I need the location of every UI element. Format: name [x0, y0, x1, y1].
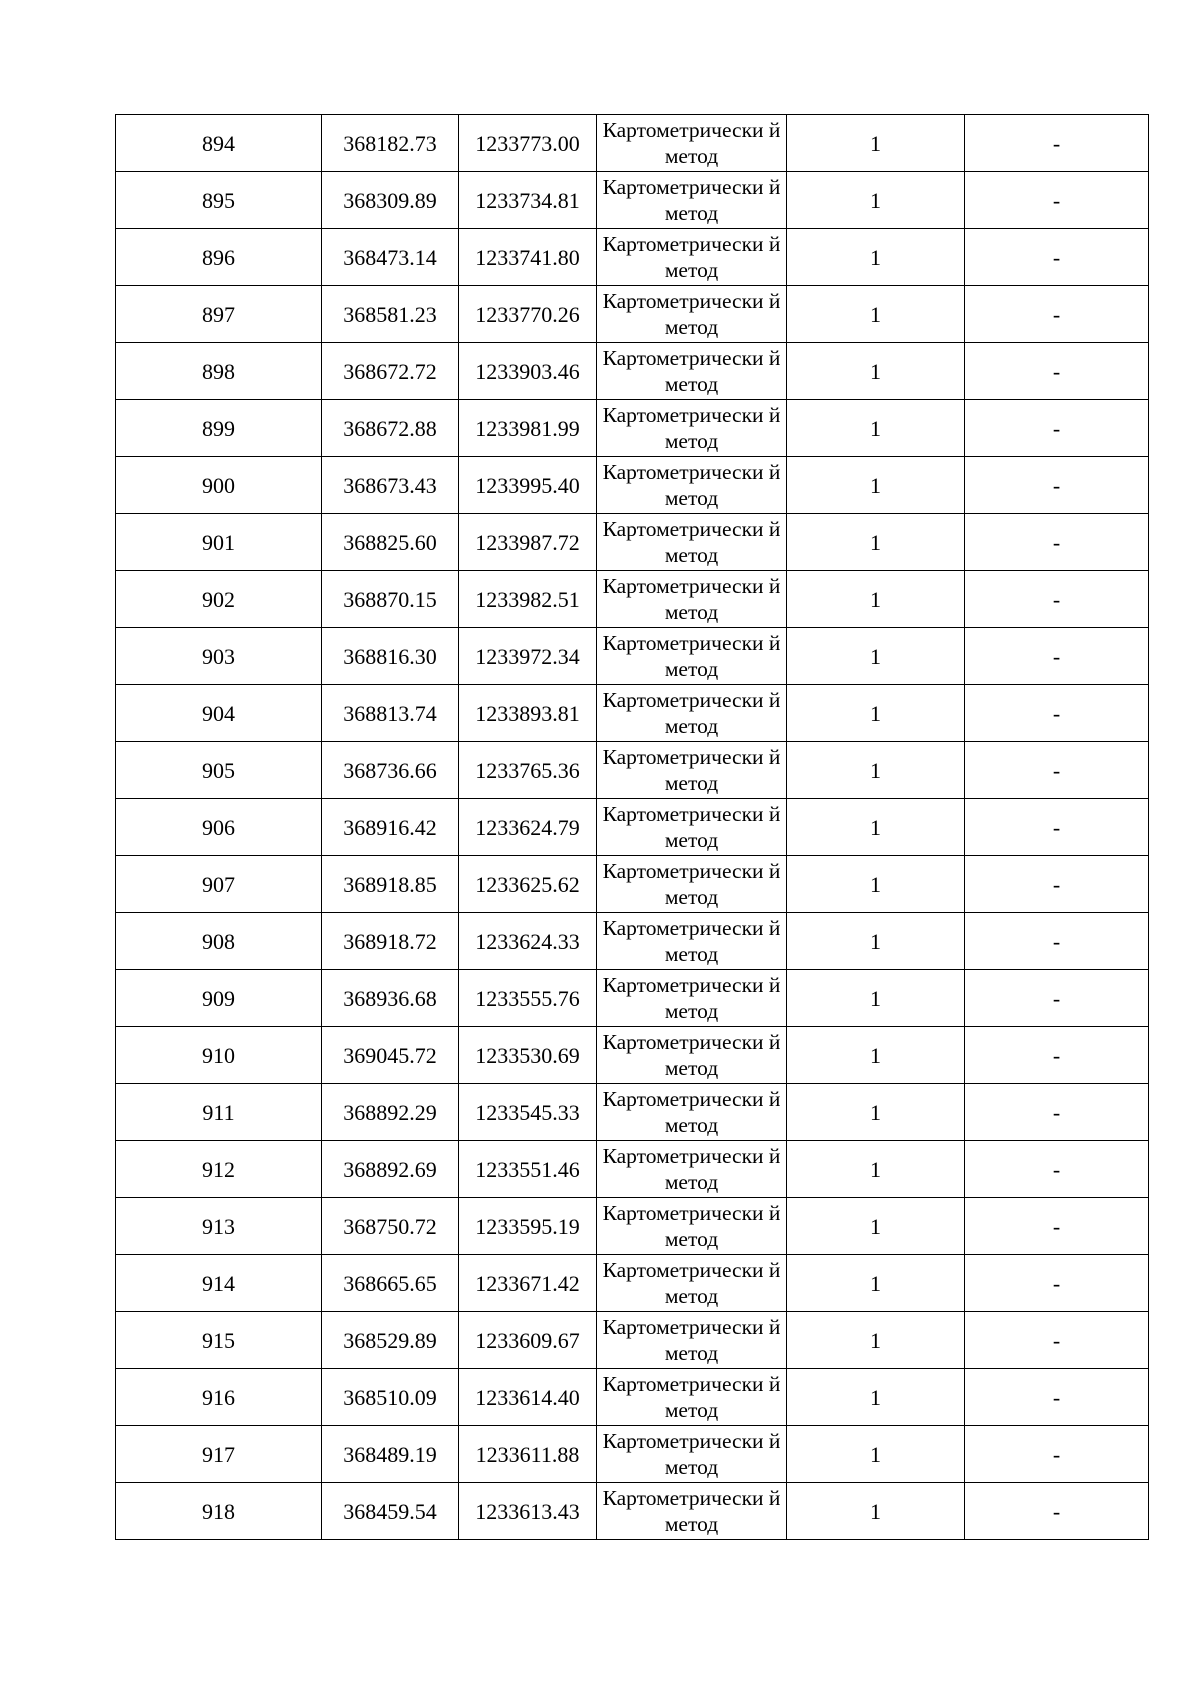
note-cell: - [965, 628, 1149, 685]
table-row [116, 286, 1149, 343]
accuracy-cell: 1 [787, 571, 965, 628]
y-coordinate-cell: 1233741.80 [459, 229, 597, 286]
method-cell: Картометрически й метод [597, 400, 787, 457]
x-coordinate-cell: 368936.68 [322, 970, 459, 1027]
method-cell: Картометрически й метод [597, 514, 787, 571]
note-cell: - [965, 1084, 1149, 1141]
point-number-cell: 894 [116, 115, 322, 172]
x-coordinate-cell: 368309.89 [322, 172, 459, 229]
method-cell: Картометрически й метод [597, 856, 787, 913]
method-cell: Картометрически й метод [597, 1141, 787, 1198]
y-coordinate-cell: 1233624.33 [459, 913, 597, 970]
table-row [116, 685, 1149, 742]
note-cell: - [965, 229, 1149, 286]
table-row [116, 1198, 1149, 1255]
coordinates-table [115, 114, 1149, 1540]
point-number-cell: 910 [116, 1027, 322, 1084]
y-coordinate-cell: 1233987.72 [459, 514, 597, 571]
point-number-cell: 897 [116, 286, 322, 343]
y-coordinate-cell: 1233611.88 [459, 1426, 597, 1483]
point-number-cell: 904 [116, 685, 322, 742]
method-cell: Картометрически й метод [597, 457, 787, 514]
accuracy-cell: 1 [787, 913, 965, 970]
x-coordinate-cell: 368459.54 [322, 1483, 459, 1540]
x-coordinate-cell: 368473.14 [322, 229, 459, 286]
table-row [116, 115, 1149, 172]
x-coordinate-cell: 368581.23 [322, 286, 459, 343]
method-cell: Картометрически й метод [597, 628, 787, 685]
method-cell: Картометрически й метод [597, 913, 787, 970]
table-row [116, 628, 1149, 685]
x-coordinate-cell: 368489.19 [322, 1426, 459, 1483]
note-cell: - [965, 172, 1149, 229]
y-coordinate-cell: 1233995.40 [459, 457, 597, 514]
x-coordinate-cell: 368892.69 [322, 1141, 459, 1198]
y-coordinate-cell: 1233972.34 [459, 628, 597, 685]
y-coordinate-cell: 1233551.46 [459, 1141, 597, 1198]
note-cell: - [965, 400, 1149, 457]
note-cell: - [965, 514, 1149, 571]
accuracy-cell: 1 [787, 856, 965, 913]
note-cell: - [965, 343, 1149, 400]
accuracy-cell: 1 [787, 1084, 965, 1141]
method-cell: Картометрически й метод [597, 1198, 787, 1255]
y-coordinate-cell: 1233770.26 [459, 286, 597, 343]
x-coordinate-cell: 368918.85 [322, 856, 459, 913]
method-cell: Картометрически й метод [597, 1084, 787, 1141]
x-coordinate-cell: 368182.73 [322, 115, 459, 172]
point-number-cell: 912 [116, 1141, 322, 1198]
table-row [116, 514, 1149, 571]
point-number-cell: 906 [116, 799, 322, 856]
table-row [116, 343, 1149, 400]
y-coordinate-cell: 1233530.69 [459, 1027, 597, 1084]
note-cell: - [965, 1426, 1149, 1483]
method-cell: Картометрически й метод [597, 970, 787, 1027]
point-number-cell: 914 [116, 1255, 322, 1312]
y-coordinate-cell: 1233609.67 [459, 1312, 597, 1369]
y-coordinate-cell: 1233765.36 [459, 742, 597, 799]
note-cell: - [965, 685, 1149, 742]
point-number-cell: 902 [116, 571, 322, 628]
x-coordinate-cell: 368870.15 [322, 571, 459, 628]
table-row [116, 742, 1149, 799]
table-row [116, 229, 1149, 286]
table-row [116, 400, 1149, 457]
accuracy-cell: 1 [787, 970, 965, 1027]
x-coordinate-cell: 368816.30 [322, 628, 459, 685]
point-number-cell: 915 [116, 1312, 322, 1369]
accuracy-cell: 1 [787, 1483, 965, 1540]
table-row [116, 1369, 1149, 1426]
table-row [116, 970, 1149, 1027]
point-number-cell: 913 [116, 1198, 322, 1255]
method-cell: Картометрически й метод [597, 685, 787, 742]
note-cell: - [965, 286, 1149, 343]
note-cell: - [965, 115, 1149, 172]
table-row [116, 1027, 1149, 1084]
table-row [116, 457, 1149, 514]
y-coordinate-cell: 1233903.46 [459, 343, 597, 400]
x-coordinate-cell: 369045.72 [322, 1027, 459, 1084]
method-cell: Картометрически й метод [597, 286, 787, 343]
table-row [116, 1084, 1149, 1141]
accuracy-cell: 1 [787, 742, 965, 799]
note-cell: - [965, 1255, 1149, 1312]
y-coordinate-cell: 1233614.40 [459, 1369, 597, 1426]
table-row [116, 856, 1149, 913]
point-number-cell: 905 [116, 742, 322, 799]
x-coordinate-cell: 368736.66 [322, 742, 459, 799]
method-cell: Картометрически й метод [597, 1483, 787, 1540]
y-coordinate-cell: 1233595.19 [459, 1198, 597, 1255]
x-coordinate-cell: 368813.74 [322, 685, 459, 742]
point-number-cell: 907 [116, 856, 322, 913]
accuracy-cell: 1 [787, 400, 965, 457]
note-cell: - [965, 1369, 1149, 1426]
x-coordinate-cell: 368916.42 [322, 799, 459, 856]
table-row [116, 1312, 1149, 1369]
note-cell: - [965, 1483, 1149, 1540]
accuracy-cell: 1 [787, 1255, 965, 1312]
x-coordinate-cell: 368750.72 [322, 1198, 459, 1255]
y-coordinate-cell: 1233982.51 [459, 571, 597, 628]
accuracy-cell: 1 [787, 115, 965, 172]
y-coordinate-cell: 1233613.43 [459, 1483, 597, 1540]
accuracy-cell: 1 [787, 457, 965, 514]
method-cell: Картометрически й метод [597, 1426, 787, 1483]
x-coordinate-cell: 368673.43 [322, 457, 459, 514]
point-number-cell: 895 [116, 172, 322, 229]
y-coordinate-cell: 1233981.99 [459, 400, 597, 457]
method-cell: Картометрически й метод [597, 1255, 787, 1312]
table-row [116, 1426, 1149, 1483]
note-cell: - [965, 1027, 1149, 1084]
x-coordinate-cell: 368510.09 [322, 1369, 459, 1426]
method-cell: Картометрически й метод [597, 343, 787, 400]
x-coordinate-cell: 368665.65 [322, 1255, 459, 1312]
method-cell: Картометрически й метод [597, 1027, 787, 1084]
accuracy-cell: 1 [787, 514, 965, 571]
accuracy-cell: 1 [787, 229, 965, 286]
note-cell: - [965, 913, 1149, 970]
y-coordinate-cell: 1233734.81 [459, 172, 597, 229]
y-coordinate-cell: 1233555.76 [459, 970, 597, 1027]
method-cell: Картометрически й метод [597, 799, 787, 856]
point-number-cell: 899 [116, 400, 322, 457]
method-cell: Картометрически й метод [597, 1312, 787, 1369]
note-cell: - [965, 1312, 1149, 1369]
point-number-cell: 909 [116, 970, 322, 1027]
point-number-cell: 901 [116, 514, 322, 571]
point-number-cell: 916 [116, 1369, 322, 1426]
note-cell: - [965, 457, 1149, 514]
note-cell: - [965, 1198, 1149, 1255]
accuracy-cell: 1 [787, 286, 965, 343]
y-coordinate-cell: 1233545.33 [459, 1084, 597, 1141]
method-cell: Картометрически й метод [597, 742, 787, 799]
accuracy-cell: 1 [787, 1426, 965, 1483]
y-coordinate-cell: 1233624.79 [459, 799, 597, 856]
point-number-cell: 918 [116, 1483, 322, 1540]
accuracy-cell: 1 [787, 1369, 965, 1426]
note-cell: - [965, 856, 1149, 913]
y-coordinate-cell: 1233893.81 [459, 685, 597, 742]
table-body [116, 115, 1149, 1540]
x-coordinate-cell: 368529.89 [322, 1312, 459, 1369]
x-coordinate-cell: 368918.72 [322, 913, 459, 970]
x-coordinate-cell: 368672.72 [322, 343, 459, 400]
accuracy-cell: 1 [787, 1027, 965, 1084]
note-cell: - [965, 742, 1149, 799]
note-cell: - [965, 1141, 1149, 1198]
y-coordinate-cell: 1233671.42 [459, 1255, 597, 1312]
method-cell: Картометрически й метод [597, 229, 787, 286]
accuracy-cell: 1 [787, 1312, 965, 1369]
method-cell: Картометрически й метод [597, 115, 787, 172]
accuracy-cell: 1 [787, 172, 965, 229]
y-coordinate-cell: 1233625.62 [459, 856, 597, 913]
note-cell: - [965, 799, 1149, 856]
point-number-cell: 911 [116, 1084, 322, 1141]
table-row [116, 571, 1149, 628]
point-number-cell: 917 [116, 1426, 322, 1483]
accuracy-cell: 1 [787, 1198, 965, 1255]
point-number-cell: 903 [116, 628, 322, 685]
method-cell: Картометрически й метод [597, 571, 787, 628]
method-cell: Картометрически й метод [597, 1369, 787, 1426]
table-row [116, 172, 1149, 229]
table-row [116, 799, 1149, 856]
table-row [116, 1255, 1149, 1312]
point-number-cell: 900 [116, 457, 322, 514]
accuracy-cell: 1 [787, 685, 965, 742]
accuracy-cell: 1 [787, 799, 965, 856]
table-row [116, 1483, 1149, 1540]
method-cell: Картометрически й метод [597, 172, 787, 229]
point-number-cell: 908 [116, 913, 322, 970]
accuracy-cell: 1 [787, 1141, 965, 1198]
x-coordinate-cell: 368672.88 [322, 400, 459, 457]
point-number-cell: 896 [116, 229, 322, 286]
x-coordinate-cell: 368892.29 [322, 1084, 459, 1141]
accuracy-cell: 1 [787, 628, 965, 685]
point-number-cell: 898 [116, 343, 322, 400]
note-cell: - [965, 970, 1149, 1027]
accuracy-cell: 1 [787, 343, 965, 400]
note-cell: - [965, 571, 1149, 628]
y-coordinate-cell: 1233773.00 [459, 115, 597, 172]
table-row [116, 1141, 1149, 1198]
x-coordinate-cell: 368825.60 [322, 514, 459, 571]
table-row [116, 913, 1149, 970]
